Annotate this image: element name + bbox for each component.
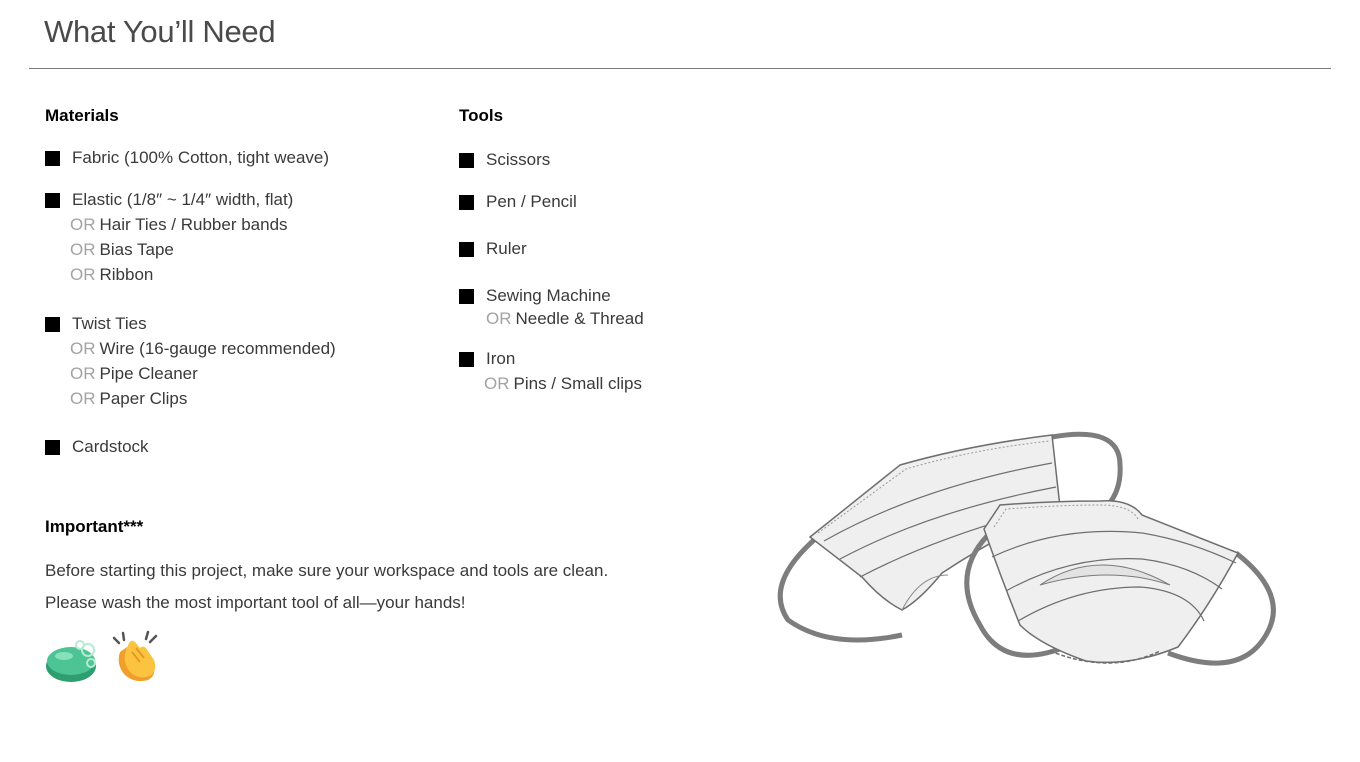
alternative-item: OR Ribbon xyxy=(70,265,154,284)
alternative-item: OR Wire (16-gauge recommended) xyxy=(70,339,336,358)
list-item: Fabric (100% Cotton, tight weave) xyxy=(45,146,329,170)
face-mask-illustration xyxy=(770,425,1280,700)
bullet-square xyxy=(45,193,60,208)
list-item: Iron OR Pins / Small clips xyxy=(459,347,642,396)
tools-heading: Tools xyxy=(459,106,504,125)
bullet-square xyxy=(459,153,474,168)
soap-icon xyxy=(44,636,100,693)
alternative-item: OR Hair Ties / Rubber bands xyxy=(70,215,288,234)
title-divider xyxy=(29,68,1331,69)
list-item: Scissors xyxy=(459,148,550,172)
bullet-square xyxy=(459,352,474,367)
important-heading: Important*** xyxy=(45,517,144,536)
clapping-hands-icon xyxy=(108,630,162,691)
alternative-item: OR Needle & Thread xyxy=(486,309,644,328)
alternative-item: OR Paper Clips xyxy=(70,389,188,408)
bullet-square xyxy=(459,195,474,210)
bullet-square xyxy=(45,440,60,455)
list-item: Pen / Pencil xyxy=(459,190,577,214)
alternative-item: OR Pipe Cleaner xyxy=(70,364,198,383)
list-item: Elastic (1/8″ ~ 1/4″ width, flat) OR Hair Ties / Rubber bands OR Bias Tape OR Ribbon xyxy=(45,188,293,287)
bullet-square xyxy=(459,242,474,257)
list-item: Twist Ties OR Wire (16-gauge recommended) OR Pipe Cleaner OR Paper Clips xyxy=(45,312,336,411)
bullet-square xyxy=(45,317,60,332)
materials-heading: Materials xyxy=(45,106,119,125)
alternative-item: OR Pins / Small clips xyxy=(484,374,642,393)
bullet-square xyxy=(459,289,474,304)
list-item: Ruler xyxy=(459,237,527,261)
important-line: Please wash the most important tool of all—your hands! xyxy=(45,593,466,612)
bullet-square xyxy=(45,151,60,166)
list-item: Sewing Machine OR Needle & Thread xyxy=(459,284,644,330)
page-title: What You’ll Need xyxy=(44,14,276,49)
list-item: Cardstock xyxy=(45,435,149,459)
important-line: Before starting this project, make sure your workspace and tools are clean. xyxy=(45,561,609,580)
alternative-item: OR Bias Tape xyxy=(70,240,174,259)
